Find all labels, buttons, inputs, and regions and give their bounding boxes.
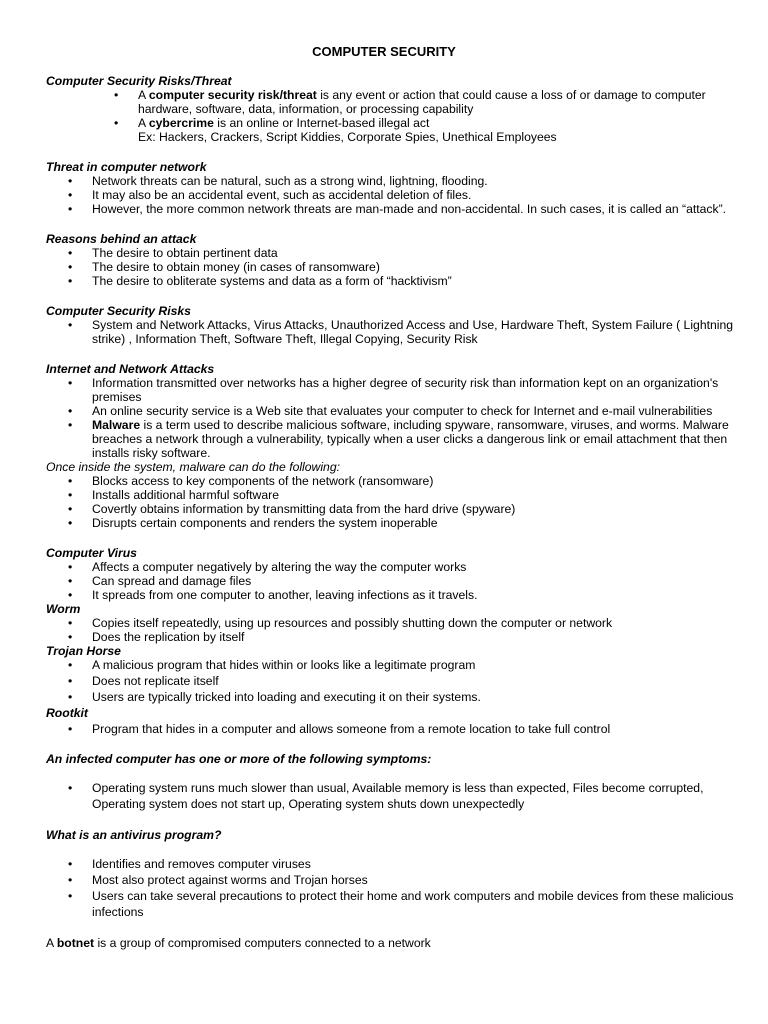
section-antivirus: [46, 828, 768, 920]
list-item: • Program that hides in a computer and allows someone from a remote location to take full control: [46, 722, 760, 736]
text-definition: is an online or Internet-based illegal act: [213, 116, 430, 130]
list-item: • However, the more common network threats are man-made and non-accidental. In such cases, it is called an “attack”.: [46, 202, 760, 216]
list-item: [46, 88, 738, 116]
bullet-list: [46, 722, 768, 736]
section-heading-virus: Computer Virus: [46, 546, 137, 560]
term-security-risk: computer security risk/threat: [148, 88, 317, 102]
list-item: • It spreads from one computer to another, leaving infections as it travels.: [46, 588, 760, 602]
list-item: • A malicious program that hides within or looks like a legitimate program: [46, 658, 760, 672]
bullet-list: [46, 174, 768, 216]
section-reasons-attack: [46, 232, 768, 288]
list-item: • Users are typically tricked into loading and executing it on their systems.: [46, 690, 760, 704]
list-item: • Identifies and removes computer viruses: [46, 856, 760, 872]
malware-note: Once inside the system, malware can do the following:: [46, 460, 340, 474]
term-cybercrime: cybercrime: [148, 116, 214, 130]
text-prefix: A: [46, 936, 57, 950]
bullet-list: [46, 658, 768, 704]
section-heading: Threat in computer network: [46, 160, 207, 174]
list-item: • Affects a computer negatively by altering the way the computer works: [46, 560, 760, 574]
list-item: • Installs additional harmful software: [46, 488, 760, 502]
list-item: • Does the replication by itself: [46, 630, 760, 644]
section-threat-in-network: [46, 160, 768, 216]
list-item: • Can spread and damage files: [46, 574, 760, 588]
section-heading-rootkit: Rootkit: [46, 706, 88, 720]
section-heading: Computer Security Risks/Threat: [46, 74, 232, 88]
section-heading: Internet and Network Attacks: [46, 362, 215, 376]
list-item: • Covertly obtains information by transmitting data from the hard drive (spyware): [46, 502, 760, 516]
section-heading: Reasons behind an attack: [46, 232, 197, 246]
list-item: • It may also be an accidental event, such as accidental deletion of files.: [46, 188, 760, 202]
bullet-list: [46, 616, 768, 644]
bullet-list: [46, 376, 768, 460]
list-item: • The desire to obtain money (in cases of ransomware): [46, 260, 760, 274]
list-item: • An online security service is a Web site that evaluates your computer to check for Internet and e-mail vulnerabilities: [46, 404, 760, 418]
list-item: • Information transmitted over networks has a higher degree of security risk than information kept on an organization's premises: [46, 376, 760, 404]
list-item: • The desire to obliterate systems and data as a form of “hacktivism”: [46, 274, 760, 288]
document-title: COMPUTER SECURITY: [312, 44, 456, 59]
list-item: • Blocks access to key components of the network (ransomware): [46, 474, 760, 488]
list-item: • The desire to obtain pertinent data: [46, 246, 760, 260]
section-heading-worm: Worm: [46, 602, 81, 616]
section-security-risks-threat: [46, 74, 768, 144]
bullet-list: [46, 856, 768, 920]
term-botnet: botnet: [56, 936, 95, 950]
section-heading: What is an antivirus program?: [46, 828, 222, 842]
text-definition: is any event or action that could cause a loss of or damage to computer hardware, software, data, information, or processing capability: [138, 88, 706, 116]
list-item: • Copies itself repeatedly, using up resources and possibly shutting down the computer or network: [46, 616, 760, 630]
section-malware-types: [46, 546, 768, 736]
list-item: • Operating system runs much slower than usual, Available memory is less than expected, Files become corrupted, Operating system does not start up, Operating system shuts down unexpectedly: [46, 780, 760, 812]
section-heading: An infected computer has one or more of the following symptoms:: [46, 752, 432, 766]
section-infected-symptoms: [46, 752, 768, 812]
list-item: [46, 116, 738, 144]
text-definition: is a group of compromised computers connected to a network: [94, 936, 431, 950]
bullet-list: [46, 246, 768, 288]
bullet-list: [46, 474, 768, 530]
section-heading-trojan: Trojan Horse: [46, 644, 121, 658]
list-item: • Users can take several precautions to protect their home and work computers and mobile devices from these malicious infections: [46, 888, 760, 920]
list-item: • Most also protect against worms and Trojan horses: [46, 872, 760, 888]
list-item: • System and Network Attacks, Virus Attacks, Unauthorized Access and Use, Hardware Theft, System Failure ( Lightning strike) , Information Theft, Software Theft, Illegal Copying, Security Risk: [46, 318, 760, 346]
list-item: • Network threats can be natural, such as a strong wind, lightning, flooding.: [46, 174, 760, 188]
botnet-definition: [46, 936, 768, 950]
text-prefix: A: [138, 88, 149, 102]
list-item: • Disrupts certain components and renders the system inoperable: [46, 516, 760, 530]
text-definition: is a term used to describe malicious software, including spyware, ransomware, viruses, and worms. Malware breaches a network through a vulnerability, typically when a user clicks a dangerous link or email attachment that then installs risky software.: [92, 418, 729, 460]
section-security-risks: [46, 304, 768, 346]
bullet-list: [46, 560, 768, 602]
list-item: • Does not replicate itself: [46, 674, 760, 688]
example-text: Ex: Hackers, Crackers, Script Kiddies, Corporate Spies, Unethical Employees: [138, 130, 557, 144]
bullet-list: [46, 318, 768, 346]
bullet-list: [46, 88, 768, 144]
text-prefix: A: [138, 116, 149, 130]
section-internet-network-attacks: [46, 362, 768, 530]
term-malware: Malware: [92, 418, 141, 432]
bullet-list: [46, 780, 768, 812]
section-heading: Computer Security Risks: [46, 304, 191, 318]
list-item: [46, 418, 760, 460]
